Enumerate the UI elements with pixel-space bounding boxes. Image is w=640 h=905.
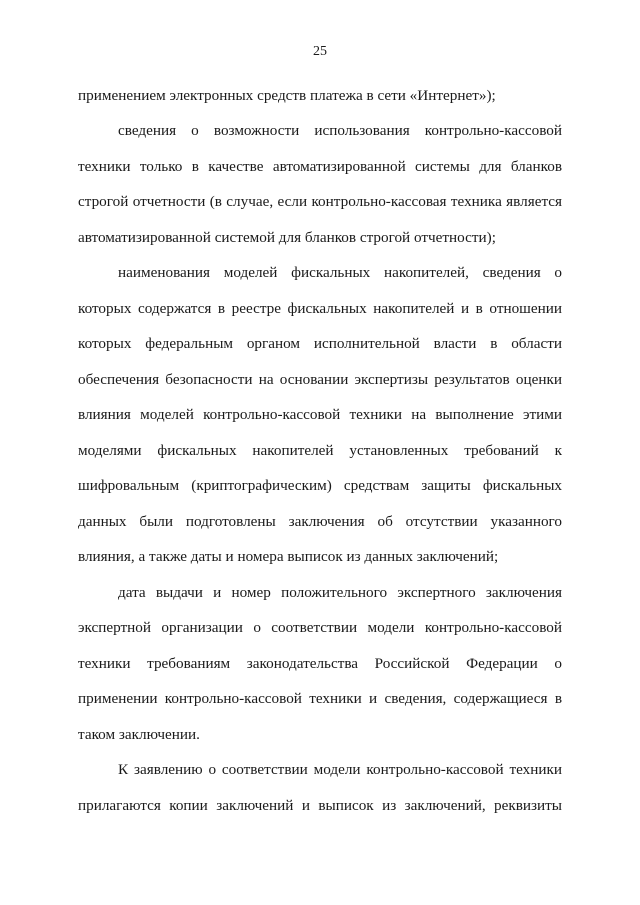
text-line: данных были подготовлены заключения об отсутствии указанного: [78, 513, 562, 530]
text-line: сведения о возможности использования контрольно-кассовой: [118, 122, 562, 139]
text-line: которых федеральным органом исполнительной власти в области: [78, 335, 562, 352]
text-line: обеспечения безопасности на основании экспертизы результатов оценки: [78, 371, 562, 388]
text-line: техники требованиям законодательства Российской Федерации о: [78, 655, 562, 672]
text-line: применением электронных средств платежа в сети «Интернет»);: [78, 87, 496, 104]
text-line: строгой отчетности (в случае, если контрольно-кассовая техника является: [78, 193, 562, 210]
text-line: дата выдачи и номер положительного экспертного заключения: [118, 584, 562, 601]
text-line: шифровальным (криптографическим) средствам защиты фискальных: [78, 477, 562, 494]
text-line: влияния моделей контрольно-кассовой техники на выполнение этими: [78, 406, 562, 423]
text-line: влияния, а также даты и номера выписок из данных заключений;: [78, 548, 499, 565]
text-line: К заявлению о соответствии модели контрольно-кассовой техники: [118, 761, 562, 778]
text-line: техники только в качестве автоматизированной системы для бланков: [78, 158, 562, 175]
text-line: автоматизированной системой для бланков строгой отчетности);: [78, 229, 496, 246]
text-line: применении контрольно-кассовой техники и сведения, содержащиеся в: [78, 690, 562, 707]
text-line: моделями фискальных накопителей установленных требований к: [78, 442, 562, 459]
text-line: которых содержатся в реестре фискальных накопителей и в отношении: [78, 300, 562, 317]
text-line: прилагаются копии заключений и выписок из заключений, реквизиты: [78, 797, 562, 814]
text-line: экспертной организации о соответствии модели контрольно-кассовой: [78, 619, 562, 636]
text-line: таком заключении.: [78, 726, 200, 743]
page-number: 25: [313, 44, 327, 59]
text-line: наименования моделей фискальных накопителей, сведения о: [118, 264, 562, 281]
